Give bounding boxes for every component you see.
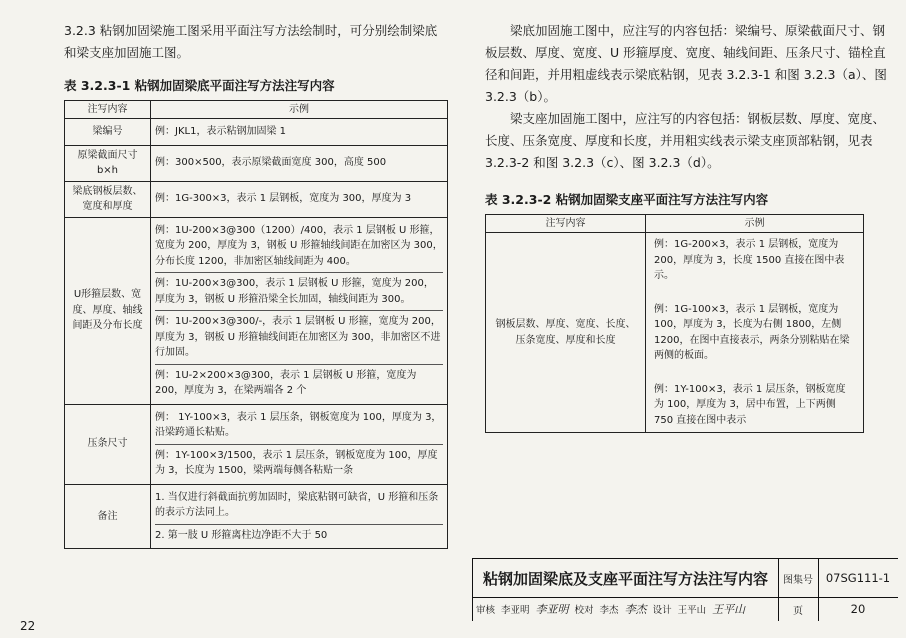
table1-example: 例：1Y-100×3/1500，表示 1 层压条，钢板宽度为 100，厚度为 3，长度为 1500，梁两端每侧各粘贴一条 (155, 444, 443, 482)
table1-example: 例：1U-200×3@300，表示 1 层钢板 U 形箍，宽度为 200，厚度为 3，钢板 U 形箍沿梁全长加固，轴线间距为 300。 (155, 272, 443, 310)
beam-support-paragraph: 梁支座加固施工图中，应注写的内容包括：钢板层数、厚度、宽度、长度、压条宽度、厚度和长度，并用粗实线表示梁支座顶部粘钢，见表 3.2.3-2 和图 3.2.3（c）、图 3.2.3（d）。 (485, 111, 886, 170)
table1-example-cell (151, 404, 448, 484)
table1-example: 例：1U-200×3@300/-，表示 1 层钢板 U 形箍，宽度为 200，厚度为 3，钢板 U 形箍轴线间距在加密区为 300，非加密区不进行加固。 (155, 310, 443, 364)
designer-signature: 王平山 (712, 603, 746, 616)
table2 (485, 214, 864, 433)
designer-name: 王平山 (677, 605, 707, 616)
table1-example-cell (151, 119, 448, 146)
table1-example: 2. 第一肢 U 形箍离柱边净距不大于 50 (155, 524, 443, 547)
table-row (65, 145, 448, 181)
table1-example-cell (151, 217, 448, 404)
right-column (485, 20, 897, 433)
checker-name: 李杰 (599, 605, 619, 616)
title-block (472, 558, 898, 621)
sheet-page-number: 20 (850, 602, 866, 616)
review-label: 审核 (476, 605, 496, 616)
table1-example-cell (151, 145, 448, 181)
table1-item-cell: 备注 (65, 484, 151, 549)
table1-header-item: 注写内容 (65, 101, 151, 119)
table-row (65, 484, 448, 549)
table1-example: 例：300×500，表示原梁截面宽度 300，高度 500 (155, 157, 387, 169)
reviewer-signature: 李亚明 (535, 603, 569, 616)
table1-header-row (65, 101, 448, 119)
table1 (64, 100, 448, 549)
table1-example-cell (151, 484, 448, 549)
table1-example: 例：1G-300×3，表示 1 层钢板，宽度为 300，厚度为 3 (155, 193, 412, 205)
table1-example: 例：1U-2×200×3@300，表示 1 层钢板 U 形箍，宽度为 200，厚度为 3，在梁两端各 2 个 (155, 364, 443, 402)
table1-item-cell: U形箍层数、宽度、厚度、轴线间距及分布长度 (65, 217, 151, 404)
left-column (64, 20, 448, 549)
set-number-label: 图集号 (778, 559, 819, 598)
set-number: 07SG111-1 (818, 559, 898, 598)
table-row (65, 217, 448, 404)
signature-row (473, 597, 779, 621)
table1-header-example: 示例 (151, 101, 448, 119)
table2-header-item: 注写内容 (486, 215, 646, 233)
table1-caption: 表 3.2.3-1 粘钢加固梁底平面注写方法注写内容 (64, 78, 335, 93)
table2-caption: 表 3.2.3-2 粘钢加固梁支座平面注写方法注写内容 (485, 192, 769, 207)
table2-header-example: 示例 (646, 215, 864, 233)
checker-signature: 李杰 (624, 603, 647, 616)
table1-item-cell: 梁底钢板层数、宽度和厚度 (65, 181, 151, 217)
table1-item-cell: 压条尺寸 (65, 404, 151, 484)
beam-bottom-paragraph: 梁底加固施工图中，应注写的内容包括：梁编号、原梁截面尺寸、钢板层数、厚度、宽度、U 形箍厚度、宽度、轴线间距、压条尺寸、锚栓直径和间距，并用粗虚线表示梁底粘钢，见表 3.2.3-1 和图 3.2.3（a）、图 3.2.3（b）。 (485, 23, 887, 104)
table1-example: 1. 当仅进行斜截面抗剪加固时，梁底粘钢可缺省，U 形箍和压条的表示方法同上。 (155, 491, 439, 518)
table1-example: 例：JKL1，表示粘钢加固梁 1 (155, 126, 286, 137)
table-row (65, 181, 448, 217)
table1-example-cell (151, 181, 448, 217)
design-label: 设计 (652, 605, 672, 616)
table1-example: 例： 1Y-100×3，表示 1 层压条，钢板宽度为 100，厚度为 3，沿梁跨通长粘贴。 (155, 411, 442, 438)
table1-item-cell: 梁编号 (65, 119, 151, 146)
page-number: 22 (20, 619, 36, 633)
page-label: 页 (778, 597, 819, 621)
table2-item-cell: 钢板层数、厚度、宽度、长度、压条宽度、厚度和长度 (486, 233, 646, 433)
table2-example: 例：1G-200×3，表示 1 层钢板，宽度为 200，厚度为 3，长度 1500 直接在图中表示。 (654, 239, 845, 281)
table-row (65, 404, 448, 484)
table2-example-cell (646, 233, 864, 433)
table2-example: 例：1Y-100×3，表示 1 层压条，钢板宽度为 100，厚度为 3，居中布置，上下两侧 750 直接在图中表示 (654, 383, 846, 426)
table-row (486, 233, 864, 433)
table2-header-row (486, 215, 864, 233)
section-paragraph: 3.2.3 粘钢加固梁施工图采用平面注写方法绘制时，可分别绘制梁底和梁支座加固施工图。 (64, 23, 438, 60)
table2-example: 例：1G-100×3，表示 1 层钢板，宽度为 100，厚度为 3，长度为右侧 1800，左侧 1200，在图中直接表示，两条分别粘贴在梁两侧的板面。 (654, 303, 850, 361)
reviewer-name: 李亚明 (501, 605, 530, 616)
table-row (65, 119, 448, 146)
check-label: 校对 (574, 605, 594, 616)
drawing-title: 粘钢加固梁底及支座平面注写方法注写内容 (473, 559, 779, 598)
table1-example: 例：1U-200×3@300（1200）/400，表示 1 层钢板 U 形箍，宽度为 200，厚度为 3，钢板 U 形箍轴线间距在加密区为 300，分布长度 1200，非加密区轴线间距为 400。 (155, 224, 443, 267)
table1-item-cell: 原梁截面尺寸 b×h (65, 145, 151, 181)
